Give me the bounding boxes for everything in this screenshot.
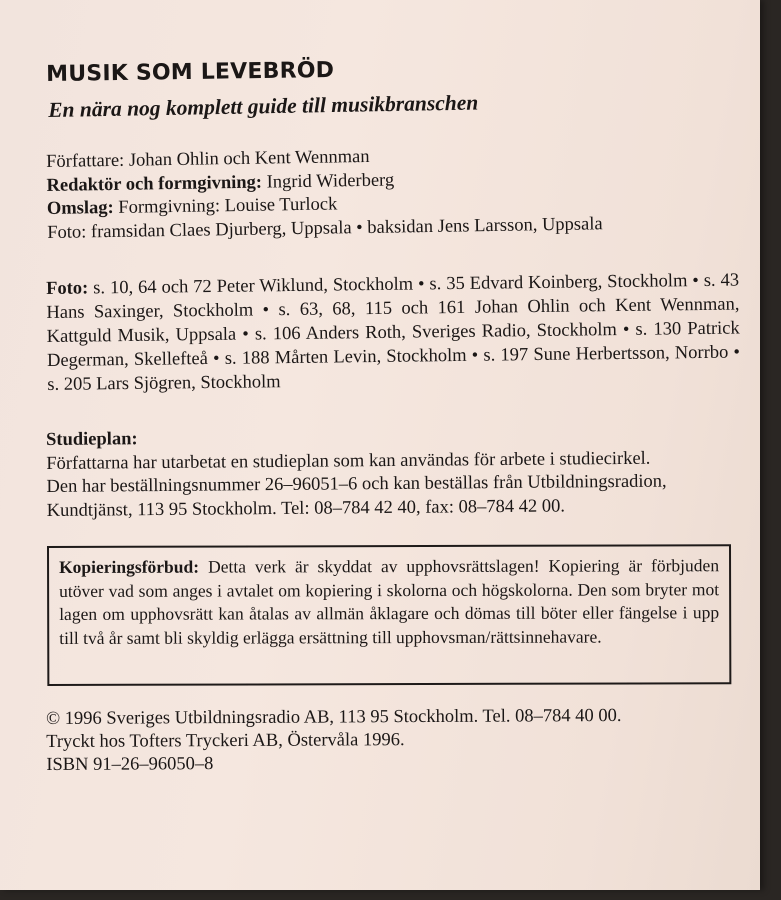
imprint-line: Tryckt hos Tofters Tryckeri AB, Östervåla 1996. [46, 730, 405, 752]
studieplan-section [46, 423, 739, 523]
studieplan-line: Den har beställningsnummer 26–96051–6 och kan beställas från Utbildningsradion, [46, 471, 667, 497]
copyright-notice-box [47, 544, 731, 686]
book-subtitle: En nära nog komplett guide till musikbranschen [48, 90, 479, 122]
credit-label: Författare: [46, 150, 125, 172]
studieplan-heading: Studieplan: [46, 429, 138, 450]
credit-value: Ingrid Widerberg [261, 170, 395, 193]
photo-credits [46, 269, 740, 397]
imprint-line: © 1996 Sveriges Utbildningsradio AB, 113 95 Stockholm. Tel. 08–784 40 00. [46, 705, 622, 729]
imprint [46, 705, 622, 777]
book-title: MUSIK SOM LEVEBRÖD [46, 57, 335, 87]
photo-text: s. 10, 64 och 72 Peter Wiklund, Stockholm • s. 35 Edvard Koinberg, Stockholm • s. 43 Hans Saxinger, Stockholm • s. 63, 68, 115 och 161 Johan Ohlin och Kent Wennman, Kattguld Musik, Uppsala • s. 106 Anders Roth, Sveriges Radio, Stockholm • s. 130 Patrick Degerman, Skellefteå • s. 188 Mårten Levin, Stockholm • s. 197 Sune Herbertsson, Norrbo • s. 205 Lars Sjögren, Stockholm [46, 270, 741, 395]
bleed-through-shadow [516, 12, 765, 125]
notice-label: Kopieringsförbud: [59, 556, 200, 577]
notice-text: Detta verk är skyddat av upphovsrättslagen! Kopiering är förbjuden utöver vad som anges i avtalet om kopiering i skolorna och högskolorna. Den som bryter mot lagen om upphovsrätt kan åtalas av allmän åklagare och dömas till böter eller fängelse i upp till två år samt bli skyldig erlägga ersättning till upphovsman/rättsinnehavare. [59, 555, 720, 648]
isbn-line: ISBN 91–26–96050–8 [46, 754, 214, 775]
credit-value: Johan Ohlin och Kent Wennman [124, 146, 370, 171]
credit-value: Formgivning: Louise Turlock [113, 194, 338, 218]
credit-label: Omslag: [46, 197, 114, 219]
credits-block [46, 140, 737, 245]
photo-label: Foto: [46, 278, 89, 299]
studieplan-line: Författarna har utarbetat en studieplan som kan användas för arbete i studiecirkel. [46, 448, 651, 474]
credit-value: Foto: framsidan Claes Djurberg, Uppsala • baksidan Jens Larsson, Uppsala [47, 213, 603, 243]
credit-label: Redaktör och formgivning: [46, 172, 263, 196]
studieplan-line: Kundtjänst, 113 95 Stockholm. Tel: 08–784 42 40, fax: 08–784 42 00. [46, 495, 566, 521]
